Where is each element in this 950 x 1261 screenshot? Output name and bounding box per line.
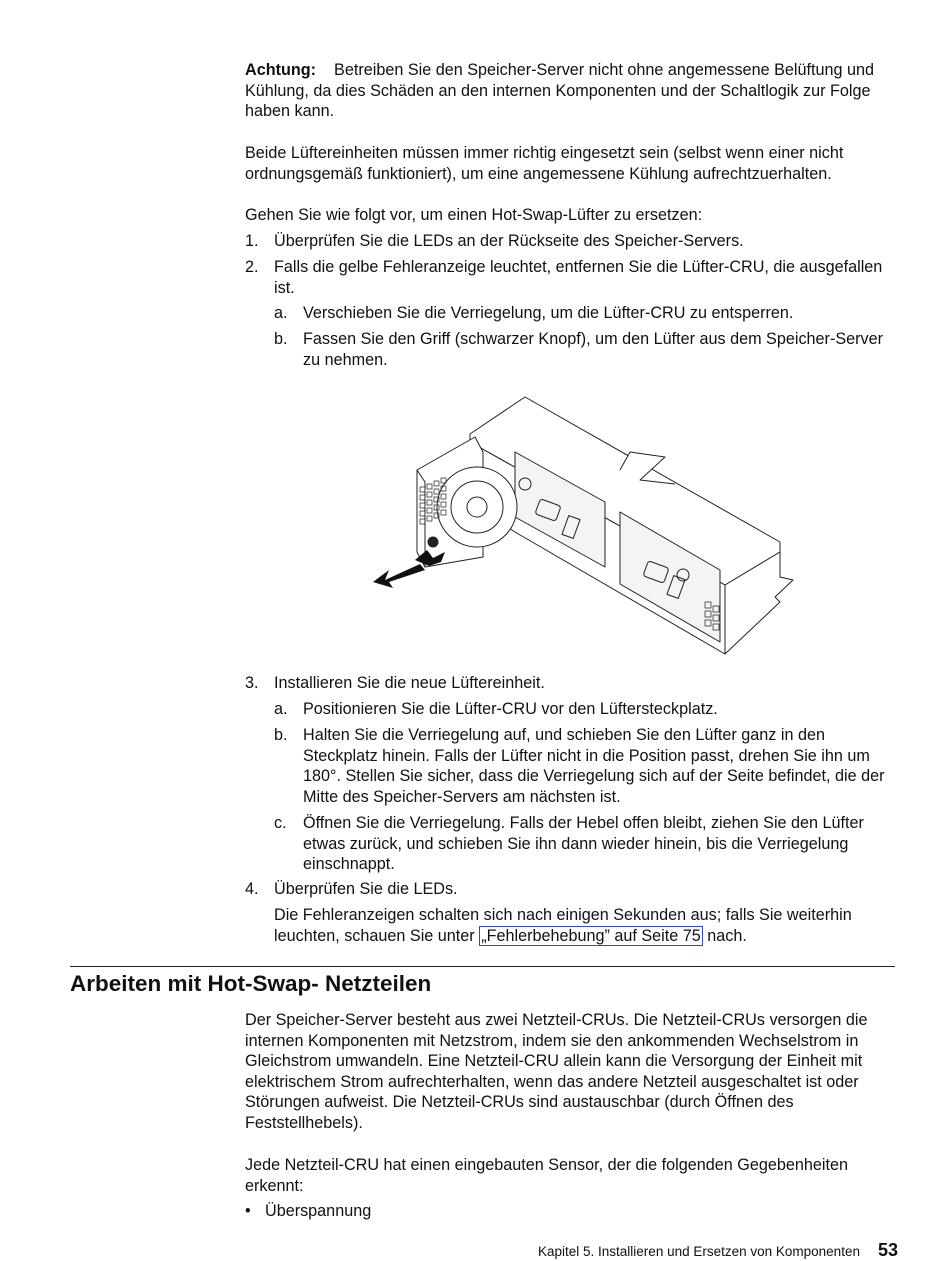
step-3a-letter: a. xyxy=(274,700,288,718)
page-footer xyxy=(538,1240,898,1261)
step-4 xyxy=(245,879,895,900)
step-3-number: 3. xyxy=(245,674,259,692)
step-2b-letter: b. xyxy=(274,330,288,348)
step-4-text: Überprüfen Sie die LEDs. xyxy=(274,880,458,898)
step-2-text: Falls die gelbe Fehleranzeige leuchtet, entfernen Sie die Lüfter-CRU, die ausgefallen ist. xyxy=(274,258,883,297)
step-1-text: Überprüfen Sie die LEDs an der Rückseite des Speicher-Servers. xyxy=(274,232,744,250)
bullet-text: Überspannung xyxy=(265,1202,372,1220)
step-3c-text: Öffnen Sie die Verriegelung. Falls der Hebel offen bleibt, ziehen Sie den Lüfter etwas zurück, und schieben Sie ihn dann wieder hinein, bis die Verriegelung einschnappt. xyxy=(303,814,864,873)
step-2a xyxy=(245,303,895,324)
section-divider xyxy=(70,966,895,967)
step-1 xyxy=(245,231,895,252)
step-3 xyxy=(245,673,895,694)
step-3c-letter: c. xyxy=(274,814,287,832)
fans-text: Beide Lüftereinheiten müssen immer richtig eingesetzt sein (selbst wenn einer nicht ordnungsgemäß funktioniert), um eine angemessene Kühlung aufrechtzuerhalten. xyxy=(245,144,844,183)
step-2b-text: Fassen Sie den Griff (schwarzer Knopf), um den Lüfter aus dem Speicher-Server zu nehmen. xyxy=(303,330,884,369)
step-2a-text: Verschieben Sie die Verriegelung, um die Lüfter-CRU zu entsperren. xyxy=(303,304,794,322)
page-number: 53 xyxy=(877,1240,898,1260)
section-paragraph-2 xyxy=(245,1155,895,1196)
step-3c xyxy=(245,813,895,875)
step-4-note-end: nach. xyxy=(702,926,747,945)
step-1-number: 1. xyxy=(245,232,259,250)
step-4-note xyxy=(245,905,895,946)
warning-label: Achtung: xyxy=(245,61,317,79)
section-paragraph-1 xyxy=(245,1010,895,1133)
step-2a-letter: a. xyxy=(274,304,288,322)
step-3a xyxy=(245,699,895,720)
warning-text: Betreiben Sie den Speicher-Server nicht ohne angemessene Belüftung und Kühlung, da dies Schäden an den internen Komponenten und der Schaltlogik zur Folge haben kann. xyxy=(245,61,874,120)
fans-paragraph xyxy=(245,143,895,184)
intro-paragraph xyxy=(245,205,895,226)
bullet-item xyxy=(245,1201,895,1222)
warning-paragraph xyxy=(245,60,895,122)
troubleshooting-link[interactable]: „Fehlerbehebung” auf Seite 75 xyxy=(481,926,701,945)
step-2b xyxy=(245,329,895,370)
section-paragraph-2-text: Jede Netzteil-CRU hat einen eingebauten Sensor, der die folgenden Gegebenheiten erkennt: xyxy=(245,1156,848,1195)
footer-chapter: Kapitel 5. Installieren und Ersetzen von Komponenten xyxy=(538,1244,860,1259)
step-4-note-text: Die Fehleranzeigen schalten sich nach einigen Sekunden aus; falls Sie weiterhin leuchten, schauen Sie unter xyxy=(274,906,852,945)
step-3a-text: Positionieren Sie die Lüfter-CRU vor den Lüftersteckplatz. xyxy=(303,700,718,718)
bullet-mark: • xyxy=(245,1202,251,1220)
step-3-text: Installieren Sie die neue Lüftereinheit. xyxy=(274,674,545,692)
step-2-number: 2. xyxy=(245,258,259,276)
step-3b-text: Halten Sie die Verriegelung auf, und schieben Sie den Lüfter ganz in den Steckplatz hinein. Falls der Lüfter nicht in die Position passt, drehen Sie ihn um 180°. Stellen Sie sicher, dass die Verriegelung sich auf der Seite befindet, die der Mitte des Speicher-Servers am nächsten ist. xyxy=(303,726,885,806)
section-heading: Arbeiten mit Hot-Swap- Netzteilen xyxy=(70,971,432,996)
fan-removal-illustration xyxy=(365,392,797,662)
step-3b xyxy=(245,725,895,807)
step-2 xyxy=(245,257,895,298)
step-3b-letter: b. xyxy=(274,726,288,744)
intro-text: Gehen Sie wie folgt vor, um einen Hot-Swap-Lüfter zu ersetzen: xyxy=(245,206,703,224)
step-4-number: 4. xyxy=(245,880,259,898)
section-paragraph-1-text: Der Speicher-Server besteht aus zwei Netzteil-CRUs. Die Netzteil-CRUs versorgen die internen Komponenten mit Netzstrom, indem sie den ankommenden Wechselstrom in Gleichstrom umwandeln. Eine Netzteil-CRU allein kann die Versorgung der Einheit mit elektrischem Strom aufrechterhalten, wenn das andere Netzteil ausgeschaltet ist oder Störungen aufweist. Die Netzteil-CRUs sind austauschbar (durch Öffnen des Feststellhebels). xyxy=(245,1011,868,1132)
